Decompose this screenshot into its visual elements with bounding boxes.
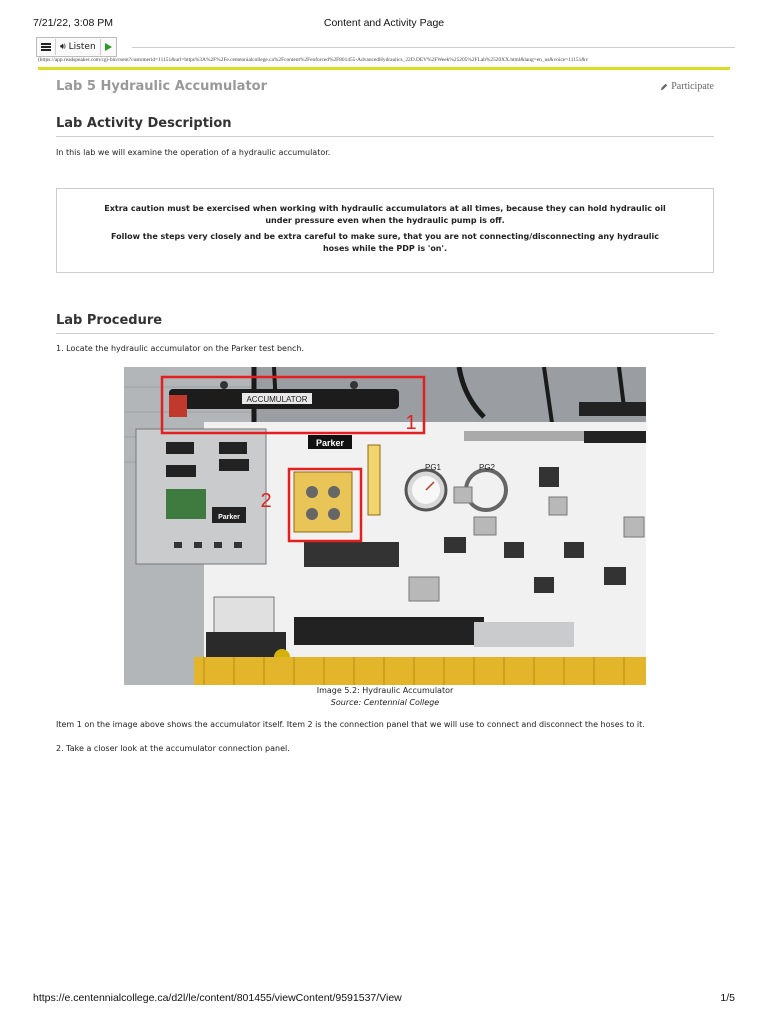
play-icon (105, 43, 112, 51)
print-page-title: Content and Activity Page (323, 17, 445, 29)
caption-title: Image 5.2: Hydraulic Accumulator (316, 686, 454, 695)
print-footer (33, 992, 735, 1004)
marker-1: 1 (405, 412, 417, 434)
parker-brand: Parker (315, 438, 345, 448)
procedure-step-1: 1. Locate the hydraulic accumulator on the Parker test bench. (56, 344, 305, 353)
gauge-pg1-label: PG1 (424, 463, 442, 472)
procedure-step-2: 2. Take a closer look at the accumulator connection panel. (56, 744, 290, 753)
print-page-number: 1/5 (720, 992, 735, 1004)
listen-button[interactable] (56, 39, 101, 55)
menu-icon (41, 43, 51, 51)
print-datetime: 7/21/22, 3:08 PM (33, 17, 113, 29)
caution-text-1: Extra caution must be exercised when working with hydraulic accumulators at all times, because they can hold hydraulic oil under pressure even when the hydraulic pump is off. (104, 204, 666, 225)
hydraulic-bench-image (124, 367, 646, 685)
accumulator-label: ACCUMULATOR (246, 395, 308, 404)
activity-rule (56, 136, 714, 137)
speaker-icon: 🔊︎ (60, 42, 66, 52)
menu-button[interactable] (37, 39, 56, 55)
caution-box (56, 188, 714, 273)
caption-source: Source: Centennial College (330, 698, 440, 707)
gauge-pg2-label: PG2 (478, 463, 496, 472)
procedure-heading: Lab Procedure (56, 313, 163, 328)
toolbar-divider (132, 47, 735, 48)
svg-text:Parker: Parker (218, 514, 240, 521)
print-footer-url: https://e.centennialcollege.ca/d2l/le/content/801455/viewContent/9591537/View (33, 992, 402, 1004)
accent-bar (38, 67, 730, 70)
procedure-explanation: Item 1 on the image above shows the accumulator itself. Item 2 is the connection panel that we will use to connect and disconnect the hoses to it. (56, 720, 645, 729)
play-button[interactable] (101, 39, 116, 55)
page-title: Lab 5 Hydraulic Accumulator (56, 79, 268, 94)
print-header (33, 17, 735, 33)
readspeaker-url: (https://app.readspeaker.com/cgi-bin/rsent?customerid=11151&url=https%3A%2F%2Fe.centennialcollege.ca%2Fcontent%2Fenforced%2F801455-AdvancedHydraulics_22D.DEV%2FWeek%25205%2FLab%2520XX.html&lang=en_us&voice=11151&v (38, 57, 589, 63)
caution-text-2: Follow the steps very closely and be extra careful to make sure, that you are not connecting/disconnecting any hydraulic hoses while the PDP is 'on'. (111, 232, 659, 253)
marker-2: 2 (260, 490, 272, 512)
procedure-rule (56, 333, 714, 334)
pencil-icon (660, 83, 668, 91)
readspeaker-toolbar (36, 37, 117, 57)
participate-label: Participate (671, 81, 714, 92)
figure-caption (124, 685, 646, 709)
listen-label: Listen (68, 42, 96, 52)
participate-link[interactable] (660, 81, 714, 92)
activity-heading: Lab Activity Description (56, 116, 232, 131)
activity-intro: In this lab we will examine the operation of a hydraulic accumulator. (56, 148, 331, 157)
